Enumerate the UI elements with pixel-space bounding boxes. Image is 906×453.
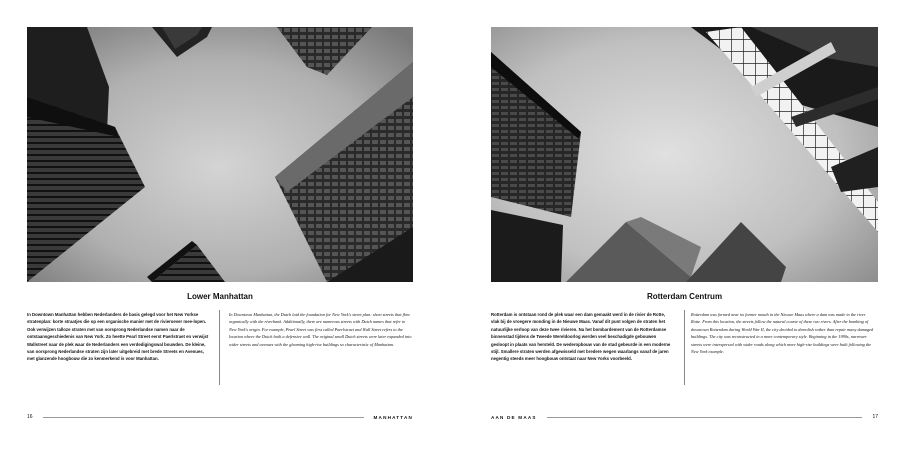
body-text-dutch: In Downtown Manhattan hebben Nederlanders de basis gelegd voor het New Yorkse stratenplan: korte straatjes die op een organische manier met de rivieroever mee-lopen. Ook verwijzen talloze straten met van oorsprong Nederlandse namen naar de ontstaansgeschiedenis van New York. Zo heette Pearl Street eerst Paerlstraet en verwijst Wallstreet naar de plek waar de Nederlanders een verdedigingswal bouwden. De kleine, van oorsprong Nederlandse straten zijn later uitgebreid met brede Streets en Avenues, met glanzende hoogbouw die zo kenmerkend is voor Manhattan. — [27, 312, 209, 362]
photo-caption: Rotterdam Centrum — [646, 292, 723, 301]
column-divider — [219, 310, 220, 385]
page-number: 17 — [872, 414, 878, 420]
footer-rule — [547, 417, 863, 418]
lower-manhattan-photo — [27, 27, 413, 282]
running-head: AAN DE MAAS — [491, 414, 537, 420]
page-footer — [27, 412, 413, 422]
running-head: MANHATTAN — [373, 414, 413, 420]
page-footer — [491, 412, 878, 422]
rotterdam-centrum-photo — [491, 27, 878, 282]
photo-caption: Lower Manhattan — [187, 292, 253, 301]
footer-rule — [43, 417, 364, 418]
skyscrapers-upward-view-manhattan — [27, 27, 413, 282]
body-text-dutch: Rotterdam is ontstaan rond de plek waar een dam gemaakt werd in de rivier de Rotte, vlak bij de vroegere monding in de Nieuwe Maas. Vanaf dit punt volgen de straten het natuurlijke verloop van deze twee rivieren. Na het bombardement van de Rotterdamse binnenstad tijdens de Tweede Wereldoorlog werden veel beschadigde gebouwen gesloopt in plaats van hersteld. De wederopbouw van de stad gebeurde in een moderne stijl. Smallere straten werden afgewisseld met bredere wegen waarlangs vanaf de jaren negentig steeds meer hoogbouw ontstaat naar New Yorks voorbeeld. — [491, 312, 671, 362]
body-text-english: Rotterdam was formed near its former mouth in the Nieuwe Maas where a dam was made in the river Rotte. From this location, the streets follow the natural course of these two rivers. After the bombing of downtown Rotterdam during World War II, the city decided to demolish rather than repair many damaged buildings. The city was reconstructed in a more contemporary style. Beginning in the 1990s, narrower streets were interspersed with wider roads along which more high-rise buildings were built following the New York example. — [691, 312, 874, 355]
body-text-english: In Downtown Manhattan, the Dutch laid the foundation for New York's street plan: short streets that flow organically with the riverbank. Additionally, there are numerous streets with Dutch names that refer to New York's origin. For example, Pearl Street was first called Paerlstraet and Wall Street refers to the location where the Dutch built a defensive wall. The original small Dutch streets were later expanded into wider streets and avenues with the gleaming high-rise buildings so characteristic of Manhattan. — [229, 312, 412, 347]
page-number: 16 — [27, 414, 33, 420]
skyscrapers-upward-view-rotterdam — [491, 27, 878, 282]
right-page — [453, 0, 906, 453]
column-divider — [684, 310, 685, 385]
